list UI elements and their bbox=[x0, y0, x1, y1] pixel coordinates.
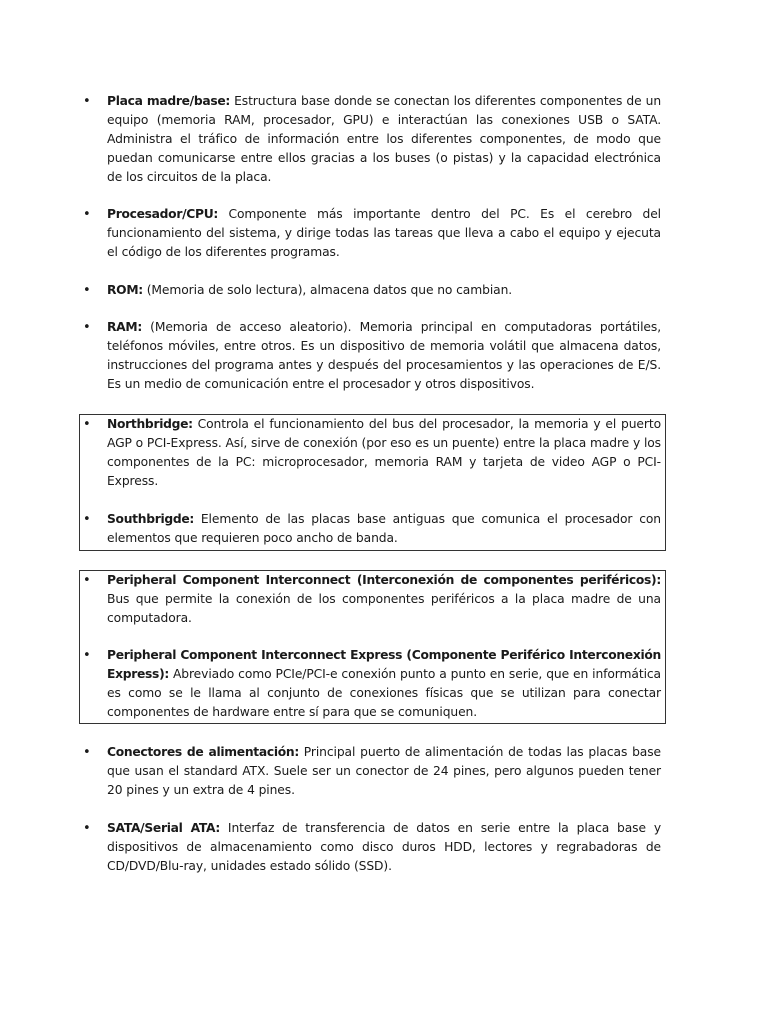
bullet: • bbox=[83, 94, 91, 109]
bullet: • bbox=[83, 283, 91, 298]
item-text: Controla el funcionamiento del bus del procesador, la memoria y el puerto AGP o PCI-Express. Así, sirve de conexión (por eso es un puente) entre la placa madre y los componentes de la PC: microprocesador, memoria RAM y tarjeta de video AGP o PCI-Express. bbox=[107, 417, 661, 488]
item-term: ROM: bbox=[107, 283, 143, 297]
item-text: Estructura base donde se conectan los diferentes componentes de un equipo (memoria RAM, procesador, GPU) e interactúan las conexiones USB o SATA. Administra el tráfico de información entre los diferentes componentes, de modo que puedan comunicarse entre ellos gracias a los buses (o pistas) y la capacidad electrónica de los circuitos de la placa. bbox=[107, 94, 662, 184]
item-text: Elemento de las placas base antiguas que comunica el procesador con elementos que requieren poco ancho de banda. bbox=[107, 512, 661, 545]
list-item-southbridge bbox=[83, 510, 661, 548]
item-term: Peripheral Component Interconnect Express (Componente Periférico Interconexión Express): bbox=[107, 648, 661, 681]
item-text: Componente más importante dentro del PC. Es el cerebro del funcionamiento del sistema, y dirige todas las tareas que lleva a cabo el equipo y ejecuta el código de los diferentes programas. bbox=[107, 207, 661, 259]
bullet: • bbox=[83, 648, 91, 663]
item-term: Peripheral Component Interconnect (Interconexión de componentes periféricos): bbox=[107, 573, 661, 587]
bullet: • bbox=[83, 573, 91, 588]
item-text: Bus que permite la conexión de los componentes periféricos a la placa madre de una computadora. bbox=[107, 592, 661, 625]
item-term: RAM: bbox=[107, 320, 142, 334]
list-item-placa-madre bbox=[83, 92, 662, 187]
list-item-pci bbox=[83, 571, 661, 628]
item-term: Conectores de alimentación: bbox=[107, 745, 299, 759]
list-item-ram bbox=[83, 318, 661, 394]
item-term: Procesador/CPU: bbox=[107, 207, 219, 221]
item-term: SATA/Serial ATA: bbox=[107, 821, 221, 835]
item-text: Abreviado como PCIe/PCI-e conexión punto a punto en serie, que en informática es como se le llama al conjunto de conexiones físicas que se utilizan para conectar componentes de hardware entre sí para que se comuniquen. bbox=[107, 667, 661, 719]
list-item-pci-express bbox=[83, 646, 661, 722]
item-text: (Memoria de acceso aleatorio). Memoria principal en computadoras portátiles, teléfonos móviles, entre otros. Es un dispositivo de memoria volátil que almacena datos, instrucciones del programa antes y después del procesamientos y las operaciones de E/S. Es un medio de comunicación entre el procesador y otros dispositivos. bbox=[107, 320, 661, 391]
list-item-procesador bbox=[83, 205, 661, 262]
bullet: • bbox=[83, 417, 91, 432]
bullet: • bbox=[83, 821, 91, 836]
list-item-northbridge bbox=[83, 415, 661, 491]
item-term: Northbridge: bbox=[107, 417, 193, 431]
item-text: Interfaz de transferencia de datos en serie entre la placa base y dispositivos de almacenamiento como disco duros HDD, lectores y regrabadoras de CD/DVD/Blu-ray, unidades estado sólido (SSD). bbox=[107, 821, 661, 873]
item-term: Southbrigde: bbox=[107, 512, 195, 526]
item-text: (Memoria de solo lectura), almacena datos que no cambian. bbox=[142, 283, 513, 297]
bullet: • bbox=[83, 320, 91, 335]
list-item-rom bbox=[83, 281, 661, 300]
list-item-sata bbox=[83, 819, 661, 876]
bullet: • bbox=[83, 745, 91, 760]
bullet: • bbox=[83, 207, 91, 222]
item-term: Placa madre/base: bbox=[107, 94, 231, 108]
list-item-conectores bbox=[83, 743, 661, 800]
bullet: • bbox=[83, 512, 91, 527]
item-text: Principal puerto de alimentación de todas las placas base que usan el standard ATX. Suele ser un conector de 24 pines, pero algunos pueden tener 20 pines y un extra de 4 pines. bbox=[107, 745, 661, 797]
